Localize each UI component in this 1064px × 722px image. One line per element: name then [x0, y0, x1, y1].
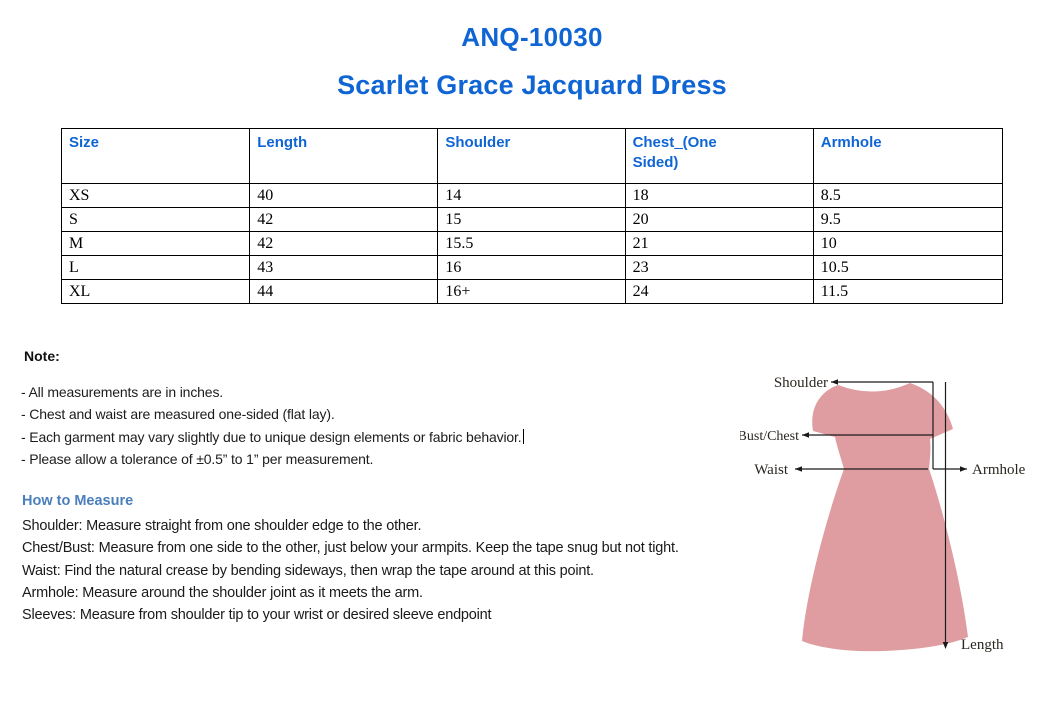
col-header-length: Length	[250, 129, 438, 184]
note-item: - Each garment may vary slightly due to unique design elements or fabric behavior.	[21, 428, 522, 445]
size-cell: L	[62, 256, 250, 280]
diagram-label-armhole: Armhole	[972, 462, 1026, 478]
table-header-row	[62, 129, 1003, 184]
note-item: - Chest and waist are measured one-sided (flat lay).	[21, 406, 335, 423]
size-cell: S	[62, 208, 250, 232]
dress-measurement-diagram	[740, 352, 1064, 697]
armhole-cell: 10	[813, 232, 1002, 256]
chest-cell: 21	[625, 232, 813, 256]
note-item: - All measurements are in inches.	[21, 384, 224, 400]
chest-cell: 23	[625, 256, 813, 280]
length-cell: 42	[250, 232, 438, 256]
armhole-cell: 11.5	[813, 280, 1002, 304]
length-cell: 42	[250, 208, 438, 232]
text-cursor	[523, 429, 524, 444]
measure-instruction: Chest/Bust: Measure from one side to the other, just below your armpits. Keep the tape snug but not tight.	[22, 540, 679, 557]
note-item: - Please allow a tolerance of ±0.5” to 1” per measurement.	[21, 451, 374, 468]
col-header-armhole: Armhole	[813, 129, 1002, 184]
shoulder-cell: 15.5	[438, 232, 625, 256]
size-cell: XL	[62, 280, 250, 304]
table-row	[62, 184, 1003, 208]
waist-arrowhead	[795, 466, 802, 472]
diagram-label-waist: Waist	[754, 462, 788, 478]
length-cell: 44	[250, 280, 438, 304]
measure-instruction: Sleeves: Measure from shoulder tip to your wrist or desired sleeve endpoint	[22, 607, 492, 624]
diagram-label-bust-chest: Bust/Chest	[740, 429, 799, 444]
product-name-title: Scarlet Grace Jacquard Dress	[337, 70, 727, 100]
col-header-size: Size	[62, 129, 250, 184]
size-cell: M	[62, 232, 250, 256]
armhole-arrowhead	[960, 466, 967, 472]
armhole-cell: 10.5	[813, 256, 1002, 280]
table-row	[62, 280, 1003, 304]
shoulder-arrowhead	[831, 379, 838, 385]
table-row	[62, 256, 1003, 280]
armhole-cell: 9.5	[813, 208, 1002, 232]
how-to-measure-list	[22, 515, 679, 626]
dress-silhouette-image	[802, 383, 968, 651]
col-header-shoulder: Shoulder	[438, 129, 625, 184]
table-row	[62, 208, 1003, 232]
shoulder-cell: 16+	[438, 280, 625, 304]
measure-instruction: Waist: Find the natural crease by bending sideways, then wrap the tape around at this point.	[22, 562, 594, 579]
diagram-label-length: Length	[961, 637, 1004, 653]
armhole-cell: 8.5	[813, 184, 1002, 208]
length-arrowhead	[943, 642, 949, 649]
chest-cell: 24	[625, 280, 813, 304]
shoulder-cell: 16	[438, 256, 625, 280]
measure-instruction: Armhole: Measure around the shoulder joint as it meets the arm.	[22, 584, 423, 601]
note-heading: Note:	[24, 348, 60, 364]
how-to-measure-heading: How to Measure	[22, 493, 134, 509]
col-header-chest: Chest (One Sided)	[625, 129, 813, 184]
product-code-title: ANQ-10030	[461, 22, 603, 52]
length-cell: 40	[250, 184, 438, 208]
note-list	[21, 381, 524, 471]
chest-cell: 20	[625, 208, 813, 232]
shoulder-cell: 14	[438, 184, 625, 208]
size-cell: XS	[62, 184, 250, 208]
diagram-label-shoulder: Shoulder	[773, 375, 828, 391]
shoulder-cell: 15	[438, 208, 625, 232]
bust-chest-arrowhead	[802, 432, 809, 438]
length-cell: 43	[250, 256, 438, 280]
chest-header-underline: (	[674, 134, 688, 151]
size-chart-table	[61, 128, 1003, 304]
chest-cell: 18	[625, 184, 813, 208]
measure-instruction: Shoulder: Measure straight from one shoulder edge to the other.	[22, 518, 422, 534]
table-row	[62, 232, 1003, 256]
